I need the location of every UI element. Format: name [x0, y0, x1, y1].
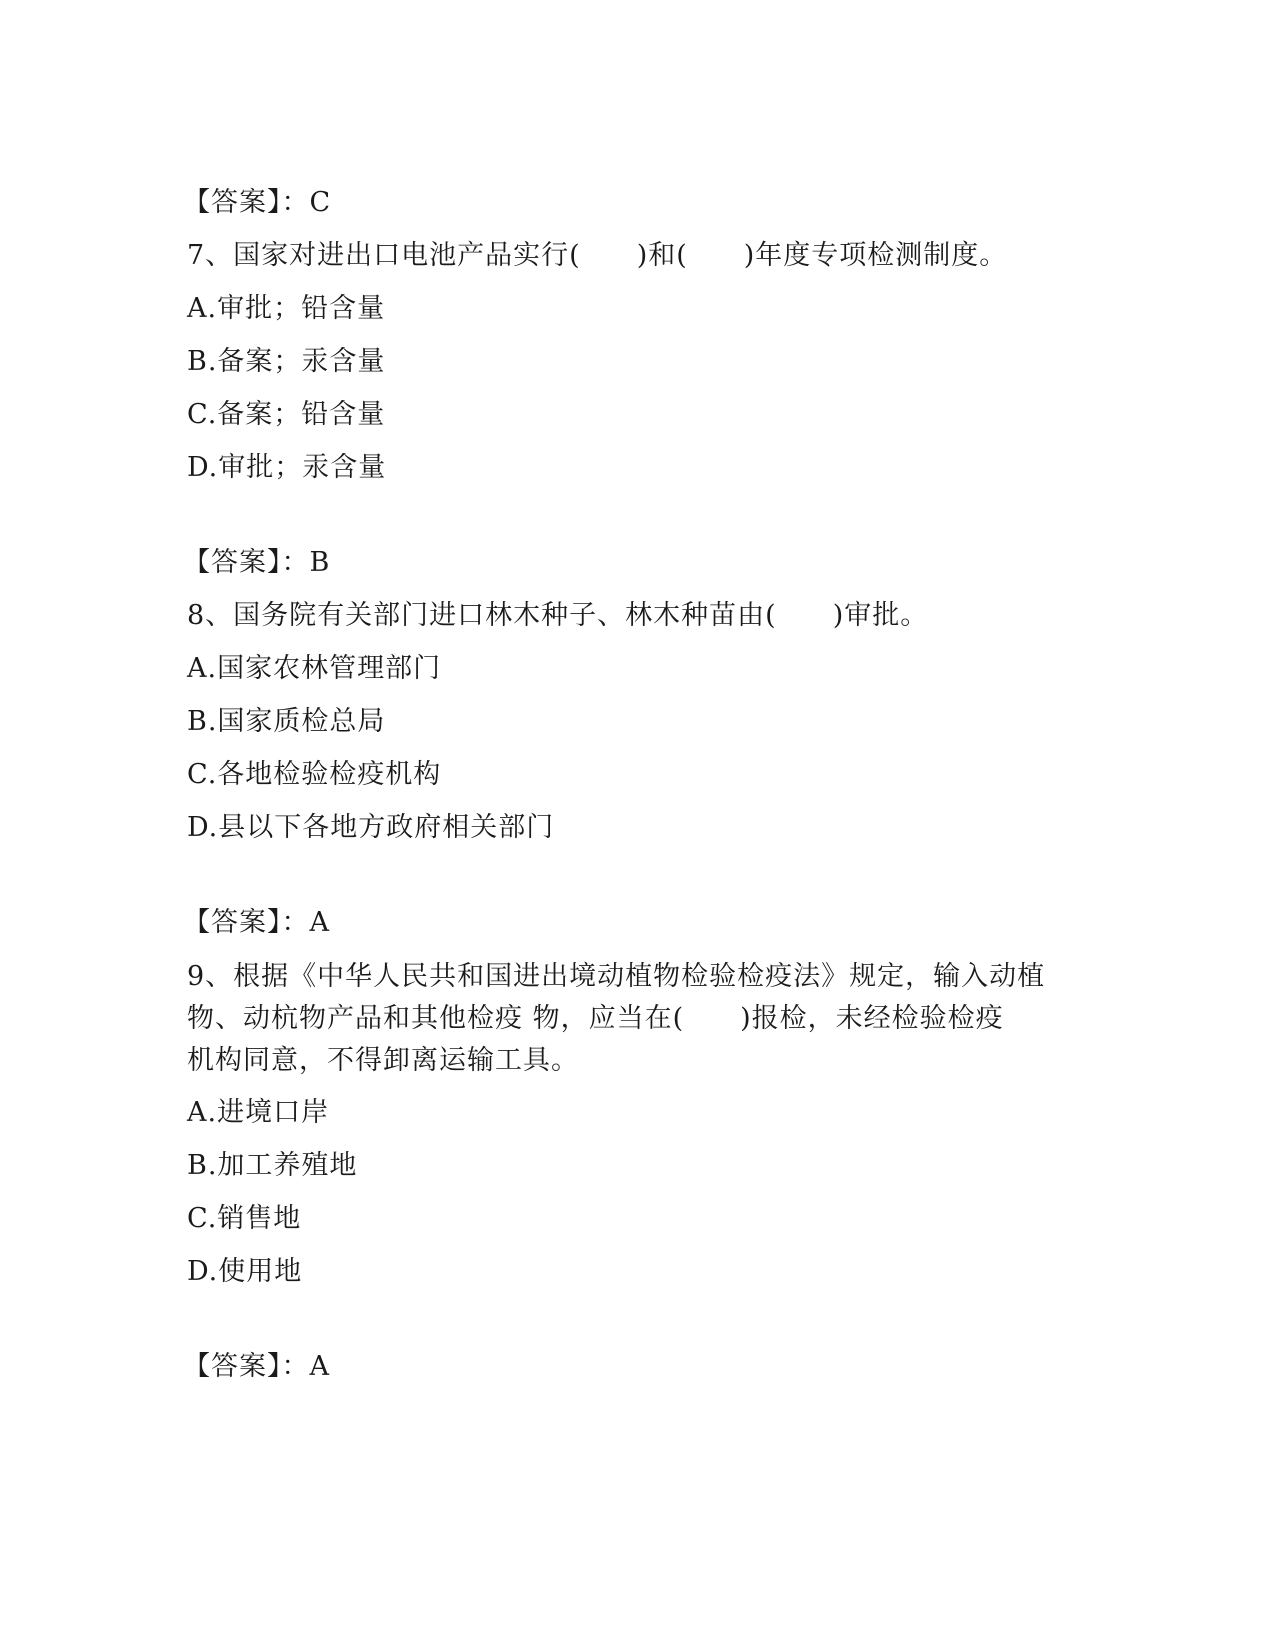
answer-label: 【答案】：C — [183, 187, 332, 218]
option-d: D.县以下各地方政府相关部门 — [187, 812, 555, 843]
answer-label: 【答案】：B — [183, 547, 331, 578]
option-b: B.国家质检总局 — [187, 706, 386, 737]
question-stem — [187, 956, 1087, 1082]
option-b: B.加工养殖地 — [187, 1150, 358, 1181]
option-c: C.销售地 — [187, 1203, 302, 1234]
option-a: A.国家农林管理部门 — [187, 653, 442, 684]
option-c: C.各地检验检疫机构 — [187, 759, 442, 790]
option-a: A.进境口岸 — [187, 1097, 330, 1128]
option-c: C.备案；铅含量 — [187, 399, 386, 430]
option-b: B.备案；汞含量 — [187, 346, 386, 377]
answer-label: 【答案】：A — [183, 907, 330, 938]
answer-label: 【答案】：A — [183, 1351, 330, 1382]
option-a: A.审批；铅含量 — [187, 293, 386, 324]
question-stem: 7、国家对进出口电池产品实行( )和( )年度专项检测制度。 — [187, 240, 1008, 271]
question-stem: 8、国务院有关部门进口林木种子、林木种苗由( )审批。 — [187, 600, 929, 631]
question-stem-line: 机构同意，不得卸离运输工具。 — [187, 1045, 579, 1076]
option-d: D.使用地 — [187, 1256, 303, 1287]
question-stem-line: 9、根据《中华人民共和国进出境动植物检验检疫法》规定，输入动植 — [187, 961, 1046, 992]
option-d: D.审批；汞含量 — [187, 452, 387, 483]
question-stem-line: 物、动杭物产品和其他检疫 物，应当在( )报检，未经检验检疫 — [187, 1003, 1004, 1034]
